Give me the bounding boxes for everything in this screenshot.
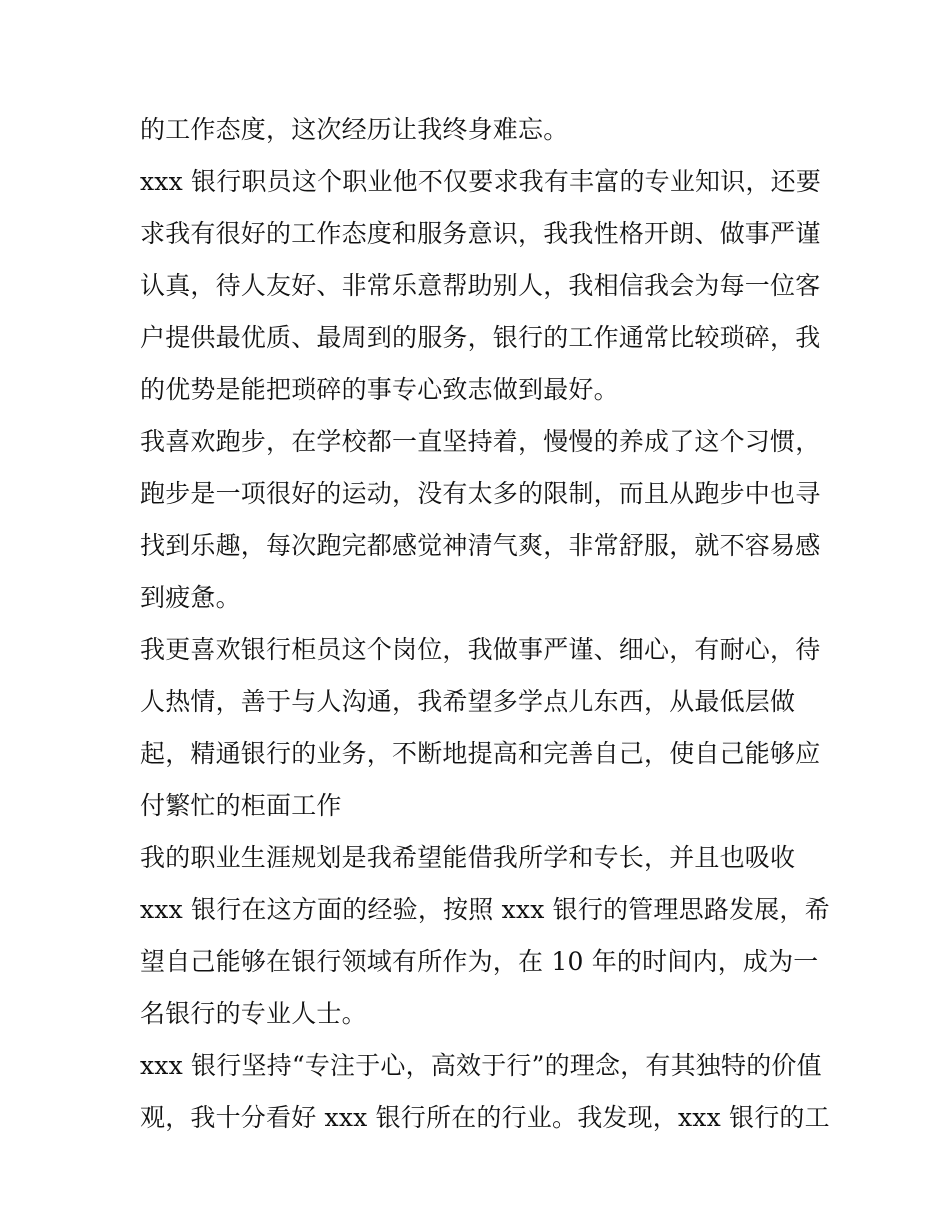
text-line: 的工作态度，这次经历让我终身难忘。: [140, 115, 569, 144]
text-line: 付繁忙的柜面工作: [140, 791, 342, 820]
text-line: 认真，待人友好、非常乐意帮助别人，我相信我会为每一位客: [140, 271, 821, 300]
text-line: 起，精通银行的业务，不断地提高和完善自己，使自己能够应: [140, 739, 821, 768]
text-line: 观，我十分看好 xxx 银行所在的行业。我发现，xxx 银行的工: [140, 1103, 830, 1132]
text-line: 我的职业生涯规划是我希望能借我所学和专长，并且也吸收: [140, 843, 796, 872]
text-line: 人热情，善于与人沟通，我希望多学点儿东西，从最低层做: [140, 687, 796, 716]
text-line: xxx 银行在这方面的经验，按照 xxx 银行的管理思路发展，希: [140, 895, 830, 924]
text-line: 名银行的专业人士。: [140, 999, 367, 1028]
text-line: xxx 银行坚持“专注于心，高效于行”的理念，有其独特的价值: [140, 1051, 822, 1080]
text-line: 望自己能够在银行领域有所作为，在 10 年的时间内，成为一: [140, 947, 819, 976]
text-line: 找到乐趣，每次跑完都感觉神清气爽，非常舒服，就不容易感: [140, 531, 821, 560]
text-line: 到疲惫。: [140, 583, 241, 612]
text-line: 我喜欢跑步，在学校都一直坚持着，慢慢的养成了这个习惯，: [140, 427, 821, 456]
text-line: 户提供最优质、最周到的服务，银行的工作通常比较琐碎，我: [140, 323, 821, 352]
text-line: xxx 银行职员这个职业他不仅要求我有丰富的专业知识，还要: [140, 167, 822, 196]
text-line: 跑步是一项很好的运动，没有太多的限制，而且从跑步中也寻: [140, 479, 821, 508]
text-line: 我更喜欢银行柜员这个岗位，我做事严谨、细心，有耐心，待: [140, 635, 821, 664]
text-line: 的优势是能把琐碎的事专心致志做到最好。: [140, 375, 619, 404]
text-line: 求我有很好的工作态度和服务意识，我我性格开朗、做事严谨: [140, 219, 821, 248]
